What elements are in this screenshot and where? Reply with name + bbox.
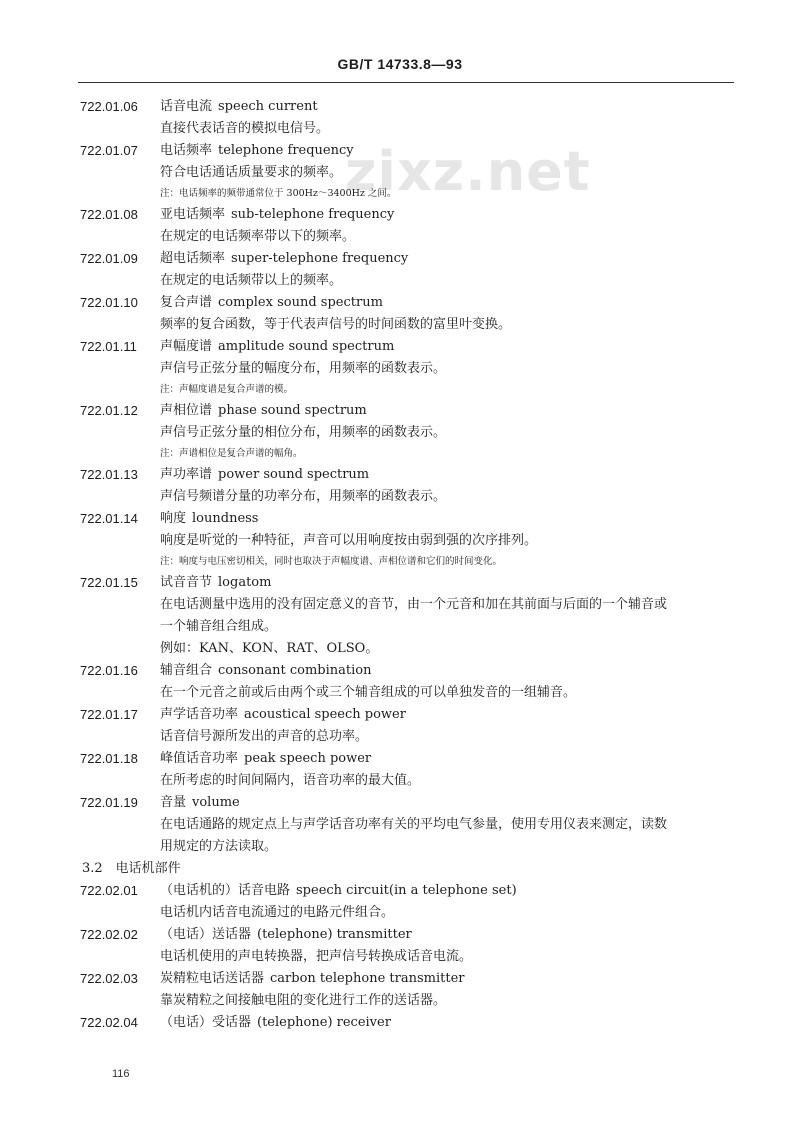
term-code: 722.01.19 <box>80 795 138 810</box>
term-heading <box>80 660 740 682</box>
term-code: 722.01.10 <box>80 295 138 310</box>
term-entry <box>80 924 740 968</box>
page-number: 116 <box>112 1068 130 1080</box>
term-chinese: 超电话频率 <box>160 251 226 266</box>
term-definition: 在电话测量中选用的没有固定意义的音节，由一个元音和加在其前面与后面的一个辅音或 <box>160 597 668 612</box>
term-definition: 频率的复合函数，等于代表声信号的时间函数的富里叶变换。 <box>160 317 512 332</box>
term-definition: 话音信号源所发出的声音的总功率。 <box>160 729 369 744</box>
term-heading <box>80 792 740 814</box>
term-definition: 在电话通路的规定点上与声学话音功率有关的平均电气参量，使用专用仪表来测定，读数 <box>160 817 668 832</box>
term-chinese: （电话）受话器 <box>160 1015 252 1030</box>
term-heading <box>80 572 740 594</box>
term-english: volume <box>192 795 240 810</box>
section-heading: 3.2 电话机部件 <box>82 861 181 876</box>
term-code: 722.01.11 <box>80 339 137 354</box>
term-heading <box>80 336 740 358</box>
term-code: 722.01.15 <box>80 575 138 590</box>
term-english: sub-telephone frequency <box>231 207 395 222</box>
term-chinese: 复合声谱 <box>160 295 213 310</box>
term-title <box>160 924 412 946</box>
term-list-3-2 <box>80 880 740 1034</box>
term-chinese: （电话）送话器 <box>160 927 252 942</box>
term-note: 注：响度与电压密切相关，同时也取决于声幅度谱、声相位谱和它们的时间变化。 <box>160 556 503 567</box>
term-title <box>160 880 517 902</box>
term-definition: 一个辅音组合组成。 <box>160 619 278 634</box>
term-definition: 电话机使用的声电转换器，把声信号转换成话音电流。 <box>160 949 473 964</box>
term-code: 722.01.13 <box>80 467 138 482</box>
document-header: GB/T 14733.8—93 <box>337 56 463 72</box>
term-title <box>160 792 240 814</box>
term-english: telephone frequency <box>218 143 354 158</box>
term-heading <box>80 292 740 314</box>
term-chinese: （电话机的）话音电路 <box>160 883 291 898</box>
term-note: 注：声谱相位是复合声谱的幅角。 <box>160 448 303 459</box>
term-entry <box>80 748 740 792</box>
term-code: 722.01.08 <box>80 207 138 222</box>
term-entry <box>80 140 740 204</box>
term-entry <box>80 792 740 858</box>
watermark: zixz.net <box>345 140 591 203</box>
term-definition: 在规定的电话频带以上的频率。 <box>160 273 343 288</box>
term-entry <box>80 1012 740 1034</box>
term-heading <box>80 96 740 118</box>
term-title <box>160 292 383 314</box>
term-chinese: 辅音组合 <box>160 663 213 678</box>
term-title <box>160 96 318 118</box>
term-code: 722.02.01 <box>80 883 138 898</box>
term-english: acoustical speech power <box>244 707 406 722</box>
term-chinese: 音量 <box>160 795 187 810</box>
term-heading <box>80 704 740 726</box>
term-title <box>160 968 464 990</box>
term-note: 注：电话频率的频带通常位于 300Hz～3400Hz 之间。 <box>160 188 397 199</box>
term-title <box>160 508 258 530</box>
term-code: 722.01.12 <box>80 403 138 418</box>
term-heading <box>80 1012 740 1034</box>
term-definition: 靠炭精粒之间接触电阻的变化进行工作的送话器。 <box>160 993 447 1008</box>
term-chinese: 响度 <box>160 511 187 526</box>
term-title <box>160 140 354 162</box>
term-heading <box>80 204 740 226</box>
term-code: 722.01.09 <box>80 251 138 266</box>
term-chinese: 声功率谱 <box>160 467 213 482</box>
term-title <box>160 572 271 594</box>
term-code: 722.01.06 <box>80 99 138 114</box>
term-title <box>160 400 367 422</box>
term-title <box>160 248 408 270</box>
term-definition: 声信号频谱分量的功率分布，用频率的函数表示。 <box>160 489 447 504</box>
term-title <box>160 204 394 226</box>
term-entry <box>80 96 740 140</box>
term-code: 722.02.03 <box>80 971 138 986</box>
term-entry <box>80 880 740 924</box>
term-heading <box>80 400 740 422</box>
term-entry <box>80 336 740 400</box>
term-code: 722.01.18 <box>80 751 138 766</box>
term-english: phase sound spectrum <box>218 403 367 418</box>
term-code: 722.01.16 <box>80 663 138 678</box>
term-note: 注：声幅度谱是复合声谱的模。 <box>160 384 294 395</box>
term-code: 722.01.17 <box>80 707 138 722</box>
term-chinese: 声相位谱 <box>160 403 213 418</box>
term-english: complex sound spectrum <box>218 295 383 310</box>
term-entry <box>80 248 740 292</box>
term-definition: 声信号正弦分量的幅度分布，用频率的函数表示。 <box>160 361 447 376</box>
term-english: carbon telephone transmitter <box>270 971 465 986</box>
term-english: amplitude sound spectrum <box>218 339 395 354</box>
term-definition: 用规定的方法读取。 <box>160 839 278 854</box>
term-heading <box>80 464 740 486</box>
term-title <box>160 336 394 358</box>
term-chinese: 声学话音功率 <box>160 707 239 722</box>
term-english: super-telephone frequency <box>231 251 409 266</box>
term-definition: 声信号正弦分量的相位分布，用频率的函数表示。 <box>160 425 447 440</box>
term-code: 722.01.14 <box>80 511 138 526</box>
term-title <box>160 660 371 682</box>
term-entry <box>80 968 740 1012</box>
document-body <box>80 96 740 1034</box>
term-definition: 响度是听觉的一种特征，声音可以用响度按由弱到强的次序排列。 <box>160 533 538 548</box>
term-chinese: 试音音节 <box>160 575 213 590</box>
term-definition: 在所考虑的时间间隔内，语音功率的最大值。 <box>160 773 421 788</box>
term-definition: 符合电话通话质量要求的频率。 <box>160 165 343 180</box>
term-english: power sound spectrum <box>218 467 370 482</box>
term-entry <box>80 292 740 336</box>
term-code: 722.02.02 <box>80 927 138 942</box>
term-heading <box>80 248 740 270</box>
term-chinese: 炭精粒电话送话器 <box>160 971 265 986</box>
header-rule <box>78 82 734 83</box>
term-entry <box>80 400 740 464</box>
term-english: peak speech power <box>244 751 372 766</box>
term-code: 722.01.07 <box>80 143 138 158</box>
term-title <box>160 704 406 726</box>
term-title <box>160 464 369 486</box>
term-definition: 电话机内话音电流通过的电路元件组合。 <box>160 905 395 920</box>
term-title <box>160 1012 391 1034</box>
term-entry <box>80 204 740 248</box>
term-english: (telephone) receiver <box>257 1015 391 1030</box>
term-english: (telephone) transmitter <box>257 927 412 942</box>
term-definition: 例如：KAN、KON、RAT、OLSO。 <box>160 641 379 656</box>
term-chinese: 声幅度谱 <box>160 339 213 354</box>
term-chinese: 亚电话频率 <box>160 207 226 222</box>
term-entry <box>80 660 740 704</box>
term-heading <box>80 748 740 770</box>
term-heading <box>80 968 740 990</box>
term-heading <box>80 880 740 902</box>
term-heading <box>80 140 740 162</box>
term-english: speech current <box>218 99 318 114</box>
term-heading <box>80 924 740 946</box>
term-title <box>160 748 371 770</box>
term-chinese: 峰值话音功率 <box>160 751 239 766</box>
term-chinese: 话音电流 <box>160 99 213 114</box>
term-entry <box>80 704 740 748</box>
term-list-3-1 <box>80 96 740 858</box>
term-code: 722.02.04 <box>80 1015 138 1030</box>
term-english: consonant combination <box>218 663 372 678</box>
term-entry <box>80 464 740 508</box>
term-english: loundness <box>192 511 259 526</box>
term-chinese: 电话频率 <box>160 143 213 158</box>
term-definition: 直接代表话音的模拟电信号。 <box>160 121 330 136</box>
term-entry <box>80 508 740 572</box>
term-definition: 在规定的电话频率带以下的频率。 <box>160 229 356 244</box>
term-english: logatom <box>218 575 272 590</box>
term-definition: 在一个元音之前或后由两个或三个辅音组成的可以单独发音的一组辅音。 <box>160 685 577 700</box>
term-heading <box>80 508 740 530</box>
term-english: speech circuit(in a telephone set) <box>296 883 517 898</box>
term-entry <box>80 572 740 660</box>
